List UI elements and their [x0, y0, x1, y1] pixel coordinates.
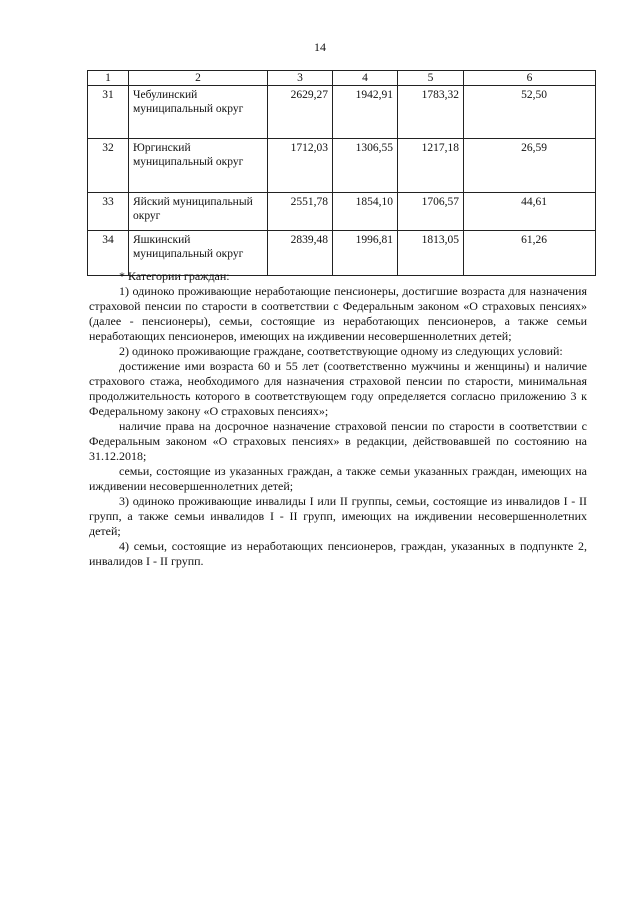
district-name: Чебулинский муниципальный округ — [129, 86, 268, 139]
header-cell: 5 — [398, 71, 464, 86]
footnote-heading: * Категории граждан: — [119, 269, 230, 283]
value-col3: 2629,27 — [268, 86, 333, 139]
footnote-paragraph: достижение ими возраста 60 и 55 лет (соответственно мужчины и женщины) и наличие страхового стажа, необходимого для назначения страховой пенсии по старости, минимальная продолжительность которого в соответствующем году определяется согласно приложению 3 к Федеральному закону «О страховых пенсиях»; — [89, 359, 587, 418]
value-col5: 1783,32 — [398, 86, 464, 139]
row-number: 33 — [88, 193, 129, 231]
value-col5: 1217,18 — [398, 139, 464, 193]
footnote-paragraph: семьи, состоящие из указанных граждан, а также семьи указанных граждан, имеющих на иждивении несовершеннолетних детей; — [89, 464, 587, 493]
page-number: 14 — [314, 40, 326, 54]
value-col5: 1706,57 — [398, 193, 464, 231]
row-number: 34 — [88, 231, 129, 276]
header-cell: 3 — [268, 71, 333, 86]
value-col3: 1712,03 — [268, 139, 333, 193]
footnote-paragraph: 1) одиноко проживающие неработающие пенсионеры, достигшие возраста для назначения страховой пенсии по старости в соответствии с Федеральным законом «О страховых пенсиях» (далее - пенсионеры), семьи, состоящие из неработающих пенсионеров, а также семьи неработающих пенсионеров, имеющих на иждивении несовершеннолетних детей; — [89, 284, 587, 343]
footnote-paragraph: 2) одиноко проживающие граждане, соответствующие одному из следующих условий: — [119, 344, 563, 358]
footnote-paragraph: наличие права на досрочное назначение страховой пенсии по старости в соответствии с Федеральным законом «О страховых пенсиях» в редакции, действовавшей по состоянию на 31.12.2018; — [89, 419, 587, 463]
header-cell: 4 — [333, 71, 398, 86]
header-cell: 1 — [88, 71, 129, 86]
footnote-paragraph: 3) одиноко проживающие инвалиды I или II группы, семьи, состоящие из инвалидов I - II групп, а также семьи инвалидов I - II групп, имеющих на иждивении несовершеннолетних детей; — [89, 494, 587, 538]
value-col3: 2551,78 — [268, 193, 333, 231]
header-cell: 6 — [464, 71, 596, 86]
data-table — [87, 70, 596, 276]
row-number: 31 — [88, 86, 129, 139]
row-number: 32 — [88, 139, 129, 193]
table-row — [88, 139, 596, 193]
table-header-row — [88, 71, 596, 86]
district-name: Яшкинский муниципальный округ — [129, 231, 268, 276]
value-col4: 1996,81 — [333, 231, 398, 276]
value-col5: 1813,05 — [398, 231, 464, 276]
table-row — [88, 86, 596, 139]
value-col4: 1306,55 — [333, 139, 398, 193]
header-cell: 2 — [129, 71, 268, 86]
footnotes — [89, 269, 587, 569]
value-col3: 2839,48 — [268, 231, 333, 276]
district-name: Юргинский муниципальный округ — [129, 139, 268, 193]
value-col6: 26,59 — [464, 139, 596, 193]
district-name: Яйский муниципальный округ — [129, 193, 268, 231]
footnote-paragraph: 4) семьи, состоящие из неработающих пенсионеров, граждан, указанных в подпункте 2, инвалидов I - II групп. — [89, 539, 587, 568]
value-col6: 44,61 — [464, 193, 596, 231]
value-col6: 52,50 — [464, 86, 596, 139]
value-col4: 1942,91 — [333, 86, 398, 139]
value-col6: 61,26 — [464, 231, 596, 276]
table-row — [88, 193, 596, 231]
value-col4: 1854,10 — [333, 193, 398, 231]
